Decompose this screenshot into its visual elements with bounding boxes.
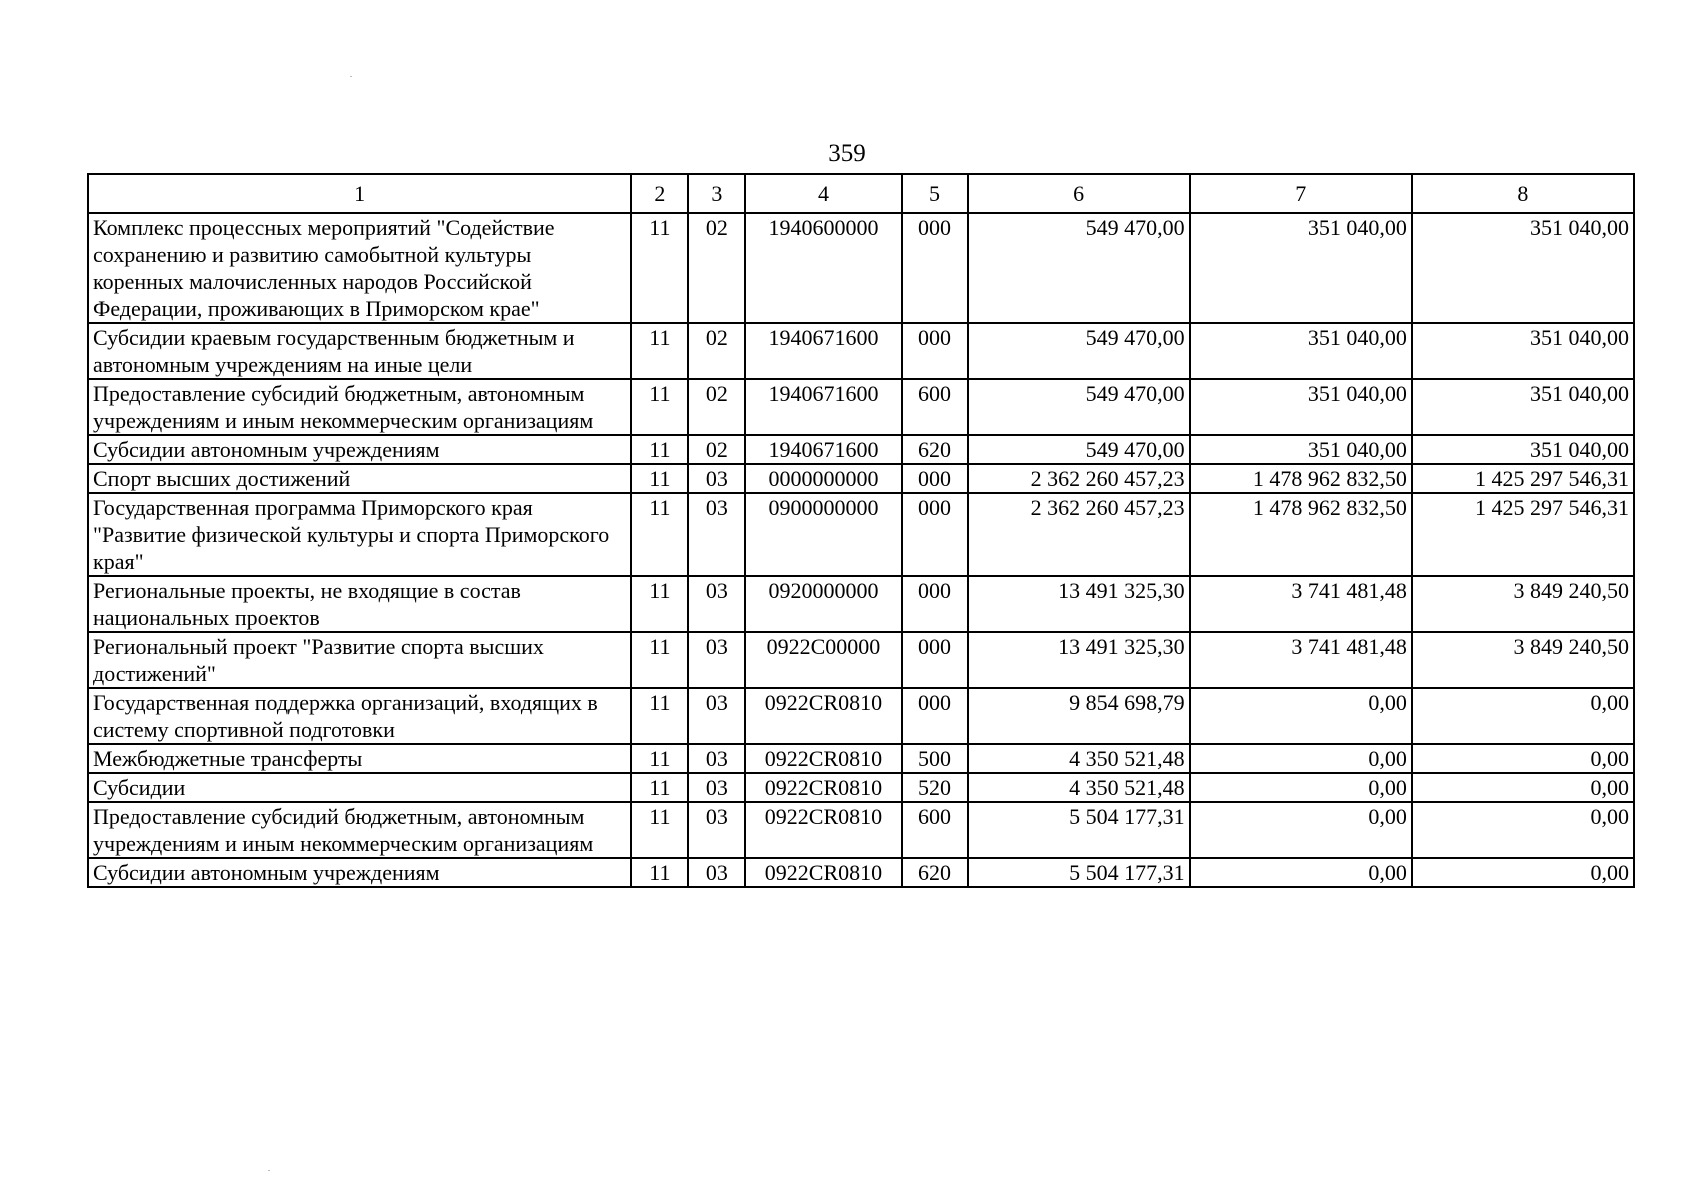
amount-col8: 0,00 [1412,773,1634,802]
target-article-code: 0922CR0810 [745,858,901,887]
table-row [88,858,1634,887]
row-name: Предоставление субсидий бюджетным, автономным учреждениям и иным некоммерческим организациям [88,379,631,435]
subsection-code: 03 [688,632,745,688]
section-code: 11 [631,688,688,744]
section-code: 11 [631,435,688,464]
row-name: Региональный проект "Развитие спорта высших достижений" [88,632,631,688]
target-article-code: 0922C00000 [745,632,901,688]
page-number: 359 [828,140,866,167]
row-name: Региональные проекты, не входящие в состав национальных проектов [88,576,631,632]
amount-col7: 351 040,00 [1190,213,1412,323]
table-row [88,773,1634,802]
subsection-code: 03 [688,802,745,858]
subsection-code: 03 [688,576,745,632]
amount-col8: 0,00 [1412,688,1634,744]
expense-type-code: 000 [902,464,968,493]
amount-col8: 3 849 240,50 [1412,576,1634,632]
row-name: Межбюджетные трансферты [88,744,631,773]
subsection-code: 02 [688,213,745,323]
target-article-code: 1940671600 [745,435,901,464]
column-header: 7 [1190,174,1412,213]
amount-col8: 1 425 297 546,31 [1412,464,1634,493]
target-article-code: 0920000000 [745,576,901,632]
expense-type-code: 000 [902,688,968,744]
subsection-code: 02 [688,435,745,464]
section-code: 11 [631,493,688,576]
amount-col7: 0,00 [1190,744,1412,773]
row-name: Предоставление субсидий бюджетным, автономным учреждениям и иным некоммерческим организациям [88,802,631,858]
table-row [88,464,1634,493]
table-row [88,688,1634,744]
amount-col8: 1 425 297 546,31 [1412,493,1634,576]
subsection-code: 03 [688,493,745,576]
amount-col6: 4 350 521,48 [968,773,1190,802]
table-header [88,174,1634,213]
table-row [88,802,1634,858]
amount-col6: 2 362 260 457,23 [968,464,1190,493]
row-name: Комплекс процессных мероприятий "Содействие сохранению и развитию самобытной культуры коренных малочисленных народов Российской Федерации, проживающих в Приморском крае" [88,213,631,323]
amount-col6: 9 854 698,79 [968,688,1190,744]
amount-col7: 3 741 481,48 [1190,576,1412,632]
column-header: 4 [745,174,901,213]
column-header: 8 [1412,174,1634,213]
table-row [88,576,1634,632]
target-article-code: 1940671600 [745,323,901,379]
amount-col6: 13 491 325,30 [968,632,1190,688]
amount-col7: 1 478 962 832,50 [1190,493,1412,576]
section-code: 11 [631,464,688,493]
amount-col8: 351 040,00 [1412,323,1634,379]
amount-col6: 5 504 177,31 [968,858,1190,887]
amount-col7: 0,00 [1190,773,1412,802]
amount-col6: 549 470,00 [968,213,1190,323]
target-article-code: 0922CR0810 [745,688,901,744]
table-row [88,379,1634,435]
expense-type-code: 000 [902,323,968,379]
section-code: 11 [631,379,688,435]
expense-type-code: 620 [902,435,968,464]
subsection-code: 03 [688,744,745,773]
expense-type-code: 620 [902,858,968,887]
row-name: Субсидии автономным учреждениям [88,435,631,464]
expense-type-code: 500 [902,744,968,773]
column-header: 5 [902,174,968,213]
subsection-code: 02 [688,323,745,379]
amount-col6: 549 470,00 [968,435,1190,464]
amount-col6: 4 350 521,48 [968,744,1190,773]
subsection-code: 03 [688,773,745,802]
amount-col7: 0,00 [1190,802,1412,858]
budget-table [87,173,1635,888]
amount-col6: 5 504 177,31 [968,802,1190,858]
subsection-code: 03 [688,688,745,744]
column-header: 6 [968,174,1190,213]
amount-col7: 351 040,00 [1190,323,1412,379]
target-article-code: 0922CR0810 [745,744,901,773]
amount-col8: 0,00 [1412,858,1634,887]
expense-type-code: 520 [902,773,968,802]
section-code: 11 [631,802,688,858]
subsection-code: 03 [688,464,745,493]
target-article-code: 1940671600 [745,379,901,435]
amount-col8: 3 849 240,50 [1412,632,1634,688]
expense-type-code: 600 [902,379,968,435]
section-code: 11 [631,213,688,323]
amount-col8: 0,00 [1412,802,1634,858]
column-header: 1 [88,174,631,213]
target-article-code: 1940600000 [745,213,901,323]
expense-type-code: 000 [902,213,968,323]
amount-col7: 3 741 481,48 [1190,632,1412,688]
section-code: 11 [631,773,688,802]
amount-col7: 0,00 [1190,688,1412,744]
section-code: 11 [631,576,688,632]
amount-col8: 351 040,00 [1412,435,1634,464]
expense-type-code: 600 [902,802,968,858]
target-article-code: 0922CR0810 [745,802,901,858]
amount-col8: 351 040,00 [1412,379,1634,435]
table-row [88,213,1634,323]
amount-col8: 0,00 [1412,744,1634,773]
column-header: 2 [631,174,688,213]
table-row [88,632,1634,688]
section-code: 11 [631,323,688,379]
row-name: Государственная поддержка организаций, входящих в систему спортивной подготовки [88,688,631,744]
expense-type-code: 000 [902,493,968,576]
table-row [88,435,1634,464]
table-row [88,493,1634,576]
row-name: Государственная программа Приморского края "Развитие физической культуры и спорта Приморского края" [88,493,631,576]
subsection-code: 03 [688,858,745,887]
row-name: Субсидии краевым государственным бюджетным и автономным учреждениям на иные цели [88,323,631,379]
amount-col6: 2 362 260 457,23 [968,493,1190,576]
amount-col6: 13 491 325,30 [968,576,1190,632]
amount-col6: 549 470,00 [968,379,1190,435]
scan-speck [268,1170,270,1171]
table-row [88,323,1634,379]
row-name: Спорт высших достижений [88,464,631,493]
table-row [88,744,1634,773]
section-code: 11 [631,744,688,773]
amount-col7: 351 040,00 [1190,379,1412,435]
amount-col7: 351 040,00 [1190,435,1412,464]
target-article-code: 0922CR0810 [745,773,901,802]
amount-col6: 549 470,00 [968,323,1190,379]
amount-col8: 351 040,00 [1412,213,1634,323]
column-header: 3 [688,174,745,213]
amount-col7: 1 478 962 832,50 [1190,464,1412,493]
table-body [88,213,1634,887]
subsection-code: 02 [688,379,745,435]
row-name: Субсидии [88,773,631,802]
scan-speck [350,76,352,77]
section-code: 11 [631,632,688,688]
section-code: 11 [631,858,688,887]
expense-type-code: 000 [902,632,968,688]
target-article-code: 0000000000 [745,464,901,493]
header-row [88,174,1634,213]
target-article-code: 0900000000 [745,493,901,576]
row-name: Субсидии автономным учреждениям [88,858,631,887]
expense-type-code: 000 [902,576,968,632]
amount-col7: 0,00 [1190,858,1412,887]
